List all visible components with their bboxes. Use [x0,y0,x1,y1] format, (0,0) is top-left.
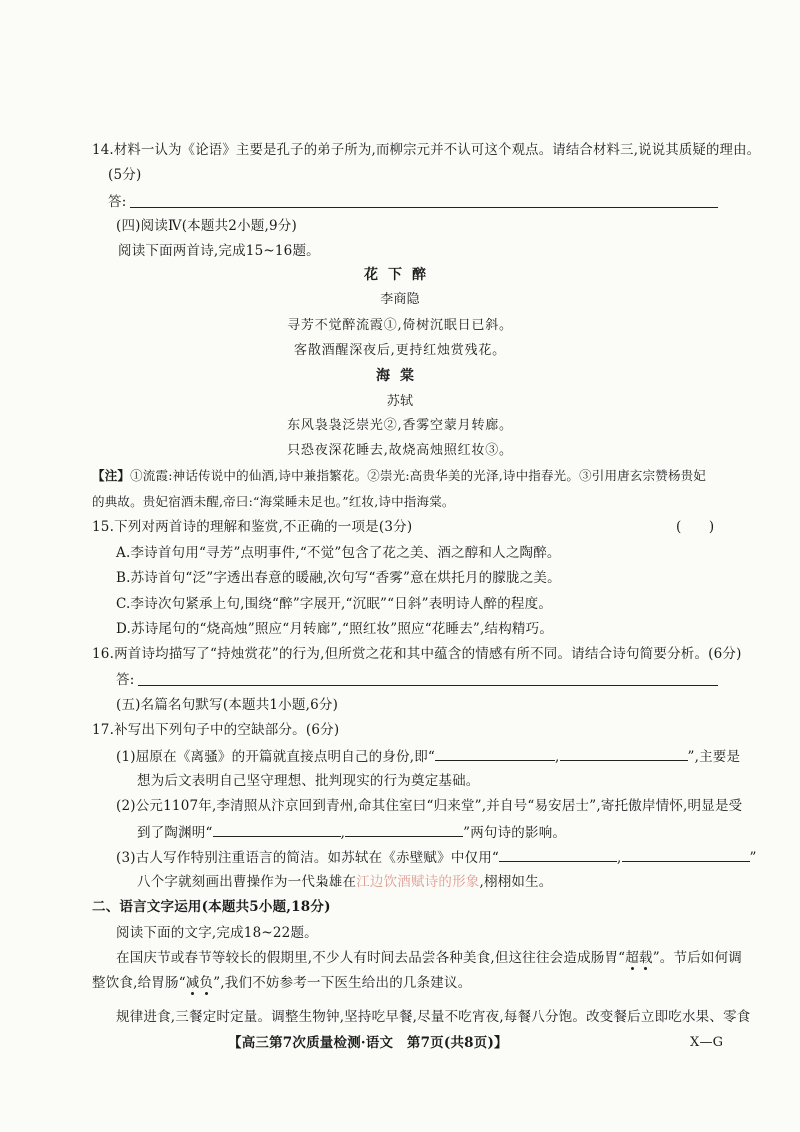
q17-p3-stamped-text: 江边饮酒赋诗的形象 [356,874,480,890]
question-15-option-a[interactable]: A.李诗首句用“寻芳”点明事件,“不觉”包含了花之美、酒之醇和人之陶醉。 [116,545,561,561]
question-15-option-c[interactable]: C.李诗次句紧承上句,围绕“醉”字展开,“沉眠”“日斜”表明诗人醉的程度。 [116,596,553,612]
part-2-instruction: 阅读下面的文字,完成18~22题。 [116,925,318,941]
poem-1-title: 花下醉 [364,267,436,283]
section-4-instruction: 阅读下面两首诗,完成15~16题。 [118,243,320,259]
question-17-part-1-line-2: 想为后文表明自己坚守理想、批判现实的行为奠定基础。 [137,773,480,789]
question-16-answer-label: 答: [116,672,135,688]
question-17-part-2-line-1: (2)公元1107年,李清照从汴京回到青州,命其住室曰“归来堂”,并自号“易安居士”,寄托傲岸情怀,明显是受 [116,798,743,814]
question-17-part-3-line-2 [137,873,553,891]
poem-1-line-1: 寻芳不觉醉流霞①,倚树沉眠日已斜。 [287,318,513,333]
poem-notes-line-1 [92,467,706,485]
q17-p1-comma: , [555,749,560,765]
q17-p1-blank-2[interactable] [560,747,688,761]
question-17-stem: 17.补写出下列句子中的空缺部分。(6分) [92,722,340,738]
q17-p3-text-a: (3)古人写作特别注重语言的简洁。如苏轼在《赤壁赋》中仅用“ [116,850,500,866]
poem-1-line-2: 客散酒醒深夜后,更持红烛赏残花。 [294,343,506,358]
poem-2-title: 海棠 [376,368,424,384]
section-5-heading: (五)名篇名句默写(本题共1小题,6分) [116,697,339,713]
passage-2-text-b: ”,我们不妨参考一下医生给出的几条建议。 [213,975,472,991]
q17-p3-text-b2: ,栩栩如生。 [479,874,553,890]
q17-p3-close-quote: ” [749,850,757,866]
part-2-heading: 二、语言文字运用(本题共5小题,18分) [92,899,331,915]
question-15-option-b[interactable]: B.苏诗首句“泛”字透出春意的暖融,次句写“香雾”意在烘托月的朦胧之美。 [116,570,561,586]
q17-p3-comma: , [617,850,622,866]
poem-2-line-2: 只恐夜深花睡去,故烧高烛照红妆③。 [287,443,513,458]
passage-line-1 [116,949,742,967]
poem-2-line-1: 东风袅袅泛崇光②,香雾空蒙月转廊。 [287,418,513,433]
q17-p2-blank-2[interactable] [345,823,463,837]
page-footer: 【高三第7次质量检测·语文 第7页(共8页)】 [228,1035,508,1051]
question-16-stem: 16.两首诗均描写了“持烛赏花”的行为,但所赏之花和其中蕴含的情感有所不同。请结合诗句简要分析。(6分) [92,646,742,662]
poem-notes-line-2: 的典故。贵妃宿酒未醒,帝曰:“海棠睡未足也。”红妆,诗中指海棠。 [92,494,455,509]
emphasis-char-jian: 减 [185,975,200,991]
passage-1-text-b: ”。节后如何调 [652,950,743,966]
q17-p3-blank-2[interactable] [622,848,750,862]
q17-p1-text-a: (1)屈原在《离骚》的开篇就直接点明自己的身份,即“ [116,749,436,765]
emphasis-char-zai: 载 [639,950,653,966]
question-14-score: (5分) [108,167,142,183]
passage-2-text-a: 整饮食,给胃肠“ [92,975,186,991]
q17-p2-text-c: ”两句诗的影响。 [463,825,567,841]
question-17-part-2-line-2 [137,823,566,842]
emphasis-char-chao: 超 [625,950,639,966]
emphasis-char-fu: 负 [199,975,214,991]
section-4-heading: (四)阅读Ⅳ(本题共2小题,9分) [116,218,297,234]
question-14-answer-label: 答: [108,194,127,210]
poem-1-author: 李商隐 [380,292,420,307]
question-17-part-1-line-1 [116,747,740,766]
notes-text-1: ①流霞:神话传说中的仙酒,诗中兼指繁花。②崇光:高贵华美的光泽,诗中指春光。③引用唐玄宗赞杨贵妃 [130,468,707,483]
question-14-answer-line[interactable] [130,207,718,208]
question-17-part-3-line-1 [116,848,757,867]
q17-p3-text-b1: 八个字就刻画出曹操作为一代枭雄在 [137,874,357,890]
q17-p2-comma: , [340,825,346,841]
question-15-option-d[interactable]: D.苏诗尾句的“烧高烛”照应“月转廊”,“照红妆”照应“花睡去”,结构精巧。 [116,621,554,637]
question-14-stem: 14.材料一认为《论语》主要是孔子的弟子所为,而柳宗元并不认可这个观点。请结合材料三,说说其质疑的理由。 [92,142,761,158]
question-15-stem: 15.下列对两首诗的理解和鉴赏,不正确的一项是(3分) [92,519,413,535]
q17-p3-blank-1[interactable] [499,848,617,862]
q17-p1-text-b: ”,主要是 [687,749,741,765]
passage-line-3: 规律进食,三餐定时定量。调整生物钟,坚持吃早餐,尽量不吃宵夜,每餐八分饱。改变餐后立即吃水果、零食 [116,1009,751,1025]
passage-line-2 [92,974,471,992]
q17-p1-blank-1[interactable] [435,747,555,761]
q17-p2-blank-1[interactable] [213,823,341,837]
paper-code: X—G [690,1035,724,1050]
question-15-answer-bracket[interactable]: ( ) [676,519,715,535]
poem-2-author: 苏轼 [386,394,414,409]
q17-p2-text-b: 到了陶渊明“ [137,825,213,841]
question-16-answer-line[interactable] [138,685,718,686]
notes-label: 【注】 [92,468,131,483]
passage-1-text-a: 在国庆节或春节等较长的假期里,不少人有时间去品尝各种美食,但这往往会造成肠胃“ [116,950,626,966]
